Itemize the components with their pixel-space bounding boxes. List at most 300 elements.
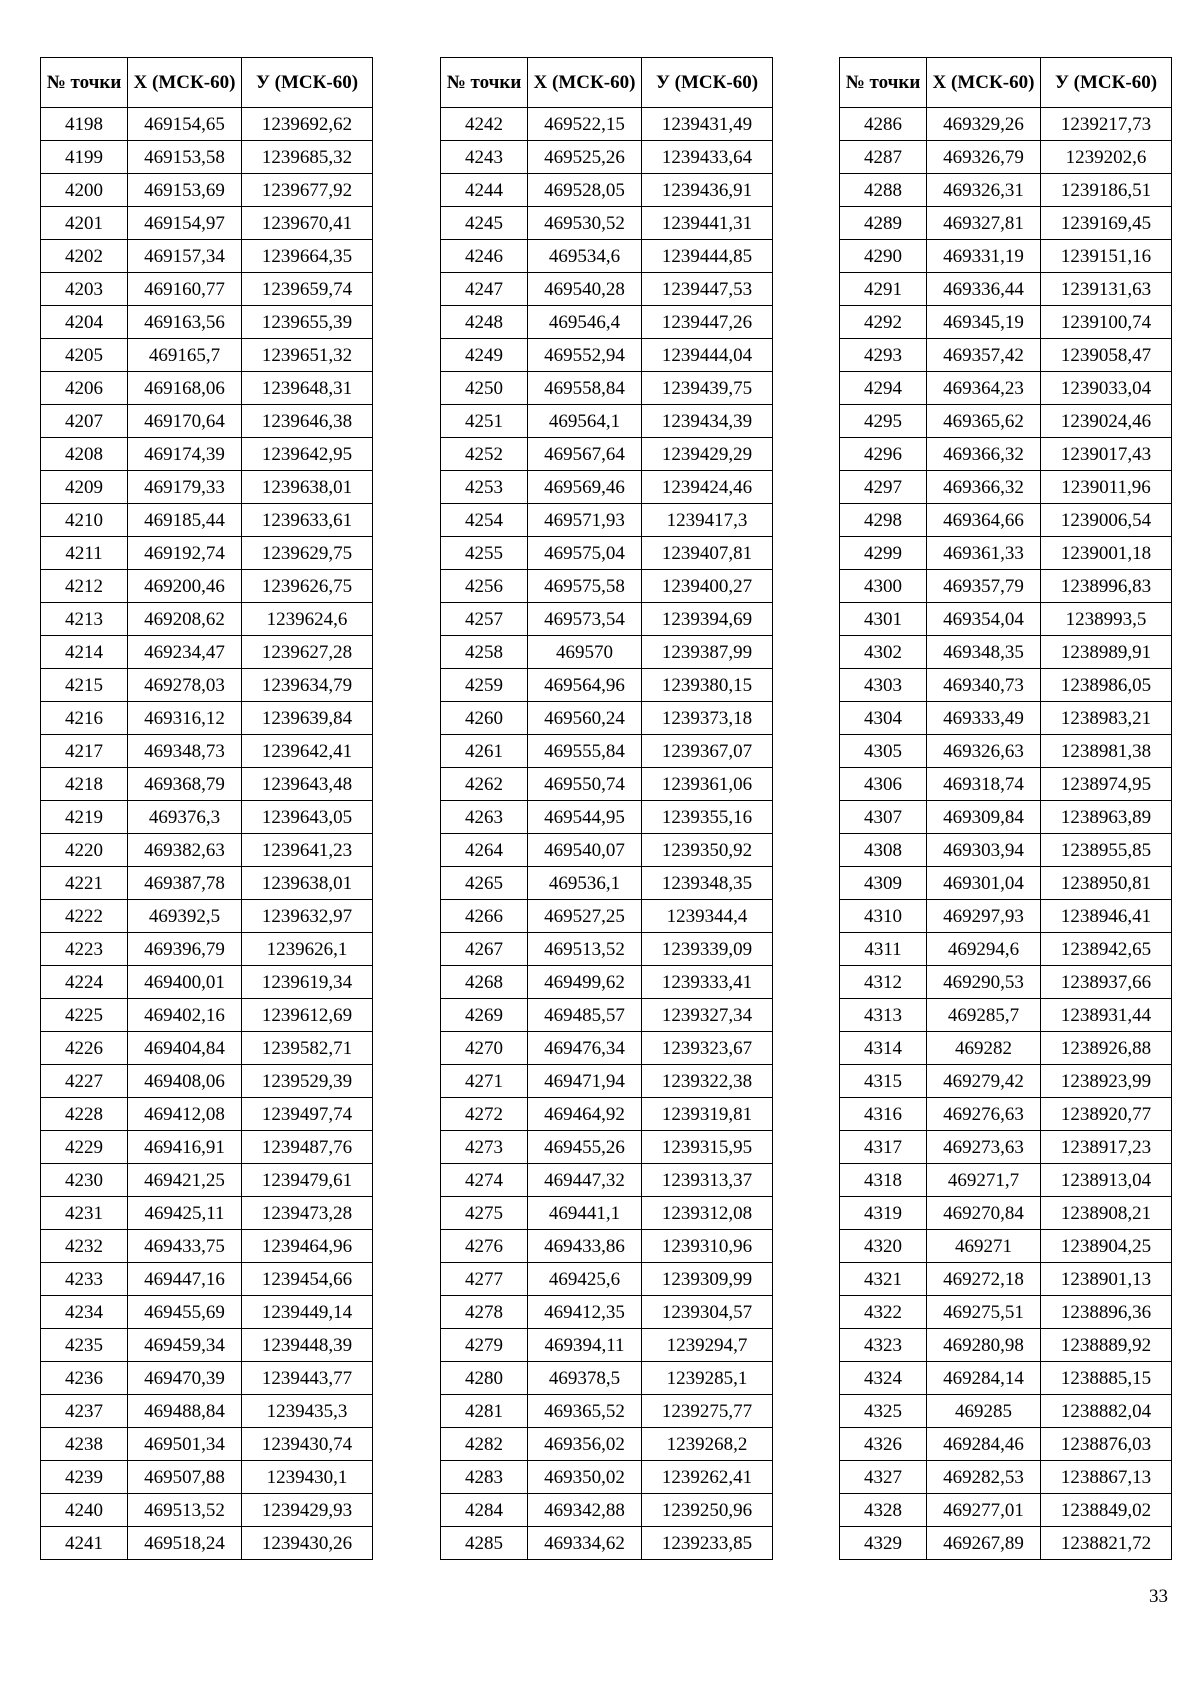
- table-header-row: [840, 58, 1172, 108]
- y-coordinate-cell: 1239217,73: [1041, 108, 1172, 141]
- point-number-cell: 4296: [840, 438, 927, 471]
- y-coordinate-cell: 1238904,25: [1041, 1230, 1172, 1263]
- y-coordinate-cell: 1238923,99: [1041, 1065, 1172, 1098]
- x-coordinate-cell: 469527,25: [528, 900, 642, 933]
- y-coordinate-cell: 1238986,05: [1041, 669, 1172, 702]
- point-number-cell: 4309: [840, 867, 927, 900]
- point-number-cell: 4223: [41, 933, 128, 966]
- point-number-cell: 4271: [441, 1065, 528, 1098]
- x-coordinate-cell: 469165,7: [128, 339, 242, 372]
- x-coordinate-cell: 469273,63: [927, 1131, 1041, 1164]
- x-coordinate-cell: 469555,84: [528, 735, 642, 768]
- y-coordinate-cell: 1239058,47: [1041, 339, 1172, 372]
- point-number-cell: 4244: [441, 174, 528, 207]
- x-coordinate-cell: 469544,95: [528, 801, 642, 834]
- table-row: [840, 1263, 1172, 1296]
- y-coordinate-cell: 1239169,45: [1041, 207, 1172, 240]
- point-number-cell: 4230: [41, 1164, 128, 1197]
- point-number-cell: 4237: [41, 1395, 128, 1428]
- table-row: [41, 1461, 373, 1494]
- x-coordinate-cell: 469157,34: [128, 240, 242, 273]
- x-coordinate-cell: 469425,6: [528, 1263, 642, 1296]
- table-row: [41, 372, 373, 405]
- y-coordinate-cell: 1239294,7: [642, 1329, 773, 1362]
- point-number-cell: 4284: [441, 1494, 528, 1527]
- table-row: [840, 636, 1172, 669]
- point-number-cell: 4209: [41, 471, 128, 504]
- table-row: [41, 1428, 373, 1461]
- table-row: [441, 1395, 773, 1428]
- point-number-cell: 4286: [840, 108, 927, 141]
- x-coordinate-cell: 469340,73: [927, 669, 1041, 702]
- x-coordinate-cell: 469569,46: [528, 471, 642, 504]
- point-number-cell: 4228: [41, 1098, 128, 1131]
- y-coordinate-cell: 1239017,43: [1041, 438, 1172, 471]
- point-number-cell: 4218: [41, 768, 128, 801]
- y-coordinate-cell: 1239638,01: [242, 471, 373, 504]
- table-row: [840, 405, 1172, 438]
- point-number-cell: 4241: [41, 1527, 128, 1560]
- point-number-cell: 4285: [441, 1527, 528, 1560]
- table-row: [41, 1032, 373, 1065]
- y-coordinate-cell: 1239685,32: [242, 141, 373, 174]
- table-row: [441, 966, 773, 999]
- point-number-cell: 4236: [41, 1362, 128, 1395]
- y-coordinate-cell: 1239233,85: [642, 1527, 773, 1560]
- y-coordinate-cell: 1238983,21: [1041, 702, 1172, 735]
- x-coordinate-cell: 469192,74: [128, 537, 242, 570]
- y-coordinate-cell: 1238942,65: [1041, 933, 1172, 966]
- x-coordinate-cell: 469394,11: [528, 1329, 642, 1362]
- point-number-cell: 4290: [840, 240, 927, 273]
- y-coordinate-cell: 1239639,84: [242, 702, 373, 735]
- header-x: Х (МСК-60): [927, 58, 1041, 108]
- y-coordinate-cell: 1238989,91: [1041, 636, 1172, 669]
- table-row: [840, 1527, 1172, 1560]
- point-number-cell: 4314: [840, 1032, 927, 1065]
- x-coordinate-cell: 469309,84: [927, 801, 1041, 834]
- y-coordinate-cell: 1238963,89: [1041, 801, 1172, 834]
- point-number-cell: 4227: [41, 1065, 128, 1098]
- table-row: [441, 273, 773, 306]
- x-coordinate-cell: 469356,02: [528, 1428, 642, 1461]
- x-coordinate-cell: 469564,96: [528, 669, 642, 702]
- x-coordinate-cell: 469168,06: [128, 372, 242, 405]
- point-number-cell: 4299: [840, 537, 927, 570]
- y-coordinate-cell: 1239627,28: [242, 636, 373, 669]
- table-row: [441, 537, 773, 570]
- point-number-cell: 4255: [441, 537, 528, 570]
- point-number-cell: 4323: [840, 1329, 927, 1362]
- y-coordinate-cell: 1239642,41: [242, 735, 373, 768]
- x-coordinate-cell: 469275,51: [927, 1296, 1041, 1329]
- point-number-cell: 4273: [441, 1131, 528, 1164]
- y-coordinate-cell: 1239024,46: [1041, 405, 1172, 438]
- y-coordinate-cell: 1238946,41: [1041, 900, 1172, 933]
- table-row: [41, 768, 373, 801]
- table-row: [441, 471, 773, 504]
- y-coordinate-cell: 1239633,61: [242, 504, 373, 537]
- y-coordinate-cell: 1239373,18: [642, 702, 773, 735]
- point-number-cell: 4258: [441, 636, 528, 669]
- point-number-cell: 4199: [41, 141, 128, 174]
- point-number-cell: 4259: [441, 669, 528, 702]
- y-coordinate-cell: 1239646,38: [242, 405, 373, 438]
- table-row: [441, 108, 773, 141]
- point-number-cell: 4245: [441, 207, 528, 240]
- y-coordinate-cell: 1239429,93: [242, 1494, 373, 1527]
- y-coordinate-cell: 1239449,14: [242, 1296, 373, 1329]
- table-row: [41, 801, 373, 834]
- point-number-cell: 4243: [441, 141, 528, 174]
- x-coordinate-cell: 469272,18: [927, 1263, 1041, 1296]
- table-row: [41, 669, 373, 702]
- x-coordinate-cell: 469459,34: [128, 1329, 242, 1362]
- x-coordinate-cell: 469387,78: [128, 867, 242, 900]
- table-row: [840, 1230, 1172, 1263]
- header-x: Х (МСК-60): [128, 58, 242, 108]
- table-row: [441, 702, 773, 735]
- x-coordinate-cell: 469408,06: [128, 1065, 242, 1098]
- table-row: [441, 1098, 773, 1131]
- point-number-cell: 4282: [441, 1428, 528, 1461]
- y-coordinate-cell: 1239441,31: [642, 207, 773, 240]
- point-number-cell: 4201: [41, 207, 128, 240]
- point-number-cell: 4207: [41, 405, 128, 438]
- x-coordinate-cell: 469153,58: [128, 141, 242, 174]
- point-number-cell: 4303: [840, 669, 927, 702]
- header-y: У (МСК-60): [642, 58, 773, 108]
- point-number-cell: 4312: [840, 966, 927, 999]
- y-coordinate-cell: 1239612,69: [242, 999, 373, 1032]
- table-row: [441, 1527, 773, 1560]
- point-number-cell: 4326: [840, 1428, 927, 1461]
- y-coordinate-cell: 1239202,6: [1041, 141, 1172, 174]
- y-coordinate-cell: 1239448,39: [242, 1329, 373, 1362]
- point-number-cell: 4213: [41, 603, 128, 636]
- y-coordinate-cell: 1239322,38: [642, 1065, 773, 1098]
- x-coordinate-cell: 469402,16: [128, 999, 242, 1032]
- x-coordinate-cell: 469368,79: [128, 768, 242, 801]
- point-number-cell: 4274: [441, 1164, 528, 1197]
- y-coordinate-cell: 1238974,95: [1041, 768, 1172, 801]
- x-coordinate-cell: 469488,84: [128, 1395, 242, 1428]
- table-row: [840, 834, 1172, 867]
- y-coordinate-cell: 1239387,99: [642, 636, 773, 669]
- y-coordinate-cell: 1239309,99: [642, 1263, 773, 1296]
- table-row: [41, 438, 373, 471]
- table-row: [41, 1197, 373, 1230]
- table-row: [441, 933, 773, 966]
- x-coordinate-cell: 469364,23: [927, 372, 1041, 405]
- point-number-cell: 4291: [840, 273, 927, 306]
- table-row: [41, 1527, 373, 1560]
- y-coordinate-cell: 1239131,63: [1041, 273, 1172, 306]
- y-coordinate-cell: 1239400,27: [642, 570, 773, 603]
- x-coordinate-cell: 469499,62: [528, 966, 642, 999]
- header-y: У (МСК-60): [1041, 58, 1172, 108]
- y-coordinate-cell: 1239011,96: [1041, 471, 1172, 504]
- point-number-cell: 4200: [41, 174, 128, 207]
- header-point-number: № точки: [41, 58, 128, 108]
- y-coordinate-cell: 1239355,16: [642, 801, 773, 834]
- x-coordinate-cell: 469518,24: [128, 1527, 242, 1560]
- y-coordinate-cell: 1238926,88: [1041, 1032, 1172, 1065]
- x-coordinate-cell: 469350,02: [528, 1461, 642, 1494]
- x-coordinate-cell: 469297,93: [927, 900, 1041, 933]
- point-number-cell: 4270: [441, 1032, 528, 1065]
- table-row: [441, 306, 773, 339]
- x-coordinate-cell: 469270,84: [927, 1197, 1041, 1230]
- table-header-row: [441, 58, 773, 108]
- point-number-cell: 4317: [840, 1131, 927, 1164]
- x-coordinate-cell: 469412,35: [528, 1296, 642, 1329]
- table-row: [441, 570, 773, 603]
- table-row: [441, 174, 773, 207]
- x-coordinate-cell: 469416,91: [128, 1131, 242, 1164]
- y-coordinate-cell: 1239641,23: [242, 834, 373, 867]
- y-coordinate-cell: 1239664,35: [242, 240, 373, 273]
- point-number-cell: 4216: [41, 702, 128, 735]
- table-row: [840, 471, 1172, 504]
- y-coordinate-cell: 1239313,37: [642, 1164, 773, 1197]
- point-number-cell: 4318: [840, 1164, 927, 1197]
- x-coordinate-cell: 469357,42: [927, 339, 1041, 372]
- y-coordinate-cell: 1239648,31: [242, 372, 373, 405]
- table-row: [41, 273, 373, 306]
- y-coordinate-cell: 1239582,71: [242, 1032, 373, 1065]
- y-coordinate-cell: 1239327,34: [642, 999, 773, 1032]
- x-coordinate-cell: 469455,69: [128, 1296, 242, 1329]
- x-coordinate-cell: 469382,63: [128, 834, 242, 867]
- table-row: [840, 108, 1172, 141]
- y-coordinate-cell: 1239659,74: [242, 273, 373, 306]
- point-number-cell: 4211: [41, 537, 128, 570]
- point-number-cell: 4239: [41, 1461, 128, 1494]
- point-number-cell: 4297: [840, 471, 927, 504]
- point-number-cell: 4240: [41, 1494, 128, 1527]
- header-point-number: № точки: [840, 58, 927, 108]
- x-coordinate-cell: 469447,32: [528, 1164, 642, 1197]
- x-coordinate-cell: 469513,52: [128, 1494, 242, 1527]
- y-coordinate-cell: 1239444,04: [642, 339, 773, 372]
- x-coordinate-cell: 469425,11: [128, 1197, 242, 1230]
- table-row: [41, 1098, 373, 1131]
- point-number-cell: 4319: [840, 1197, 927, 1230]
- point-number-cell: 4252: [441, 438, 528, 471]
- y-coordinate-cell: 1239100,74: [1041, 306, 1172, 339]
- table-row: [840, 1032, 1172, 1065]
- x-coordinate-cell: 469331,19: [927, 240, 1041, 273]
- table-row: [441, 1494, 773, 1527]
- table-row: [441, 504, 773, 537]
- point-number-cell: 4321: [840, 1263, 927, 1296]
- table-row: [441, 339, 773, 372]
- y-coordinate-cell: 1238901,13: [1041, 1263, 1172, 1296]
- table-row: [840, 1461, 1172, 1494]
- x-coordinate-cell: 469366,32: [927, 471, 1041, 504]
- y-coordinate-cell: 1239430,26: [242, 1527, 373, 1560]
- x-coordinate-cell: 469421,25: [128, 1164, 242, 1197]
- table-row: [41, 1230, 373, 1263]
- x-coordinate-cell: 469179,33: [128, 471, 242, 504]
- y-coordinate-cell: 1239151,16: [1041, 240, 1172, 273]
- x-coordinate-cell: 469412,08: [128, 1098, 242, 1131]
- table-row: [441, 603, 773, 636]
- x-coordinate-cell: 469501,34: [128, 1428, 242, 1461]
- point-number-cell: 4265: [441, 867, 528, 900]
- point-number-cell: 4261: [441, 735, 528, 768]
- x-coordinate-cell: 469433,75: [128, 1230, 242, 1263]
- point-number-cell: 4325: [840, 1395, 927, 1428]
- point-number-cell: 4208: [41, 438, 128, 471]
- table-row: [840, 438, 1172, 471]
- point-number-cell: 4257: [441, 603, 528, 636]
- x-coordinate-cell: 469285: [927, 1395, 1041, 1428]
- point-number-cell: 4232: [41, 1230, 128, 1263]
- table-row: [441, 768, 773, 801]
- table-row: [840, 273, 1172, 306]
- x-coordinate-cell: 469396,79: [128, 933, 242, 966]
- y-coordinate-cell: 1239444,85: [642, 240, 773, 273]
- table-row: [840, 1329, 1172, 1362]
- x-coordinate-cell: 469284,14: [927, 1362, 1041, 1395]
- y-coordinate-cell: 1239464,96: [242, 1230, 373, 1263]
- x-coordinate-cell: 469528,05: [528, 174, 642, 207]
- x-coordinate-cell: 469316,12: [128, 702, 242, 735]
- y-coordinate-cell: 1239436,91: [642, 174, 773, 207]
- table-row: [41, 1362, 373, 1395]
- table-row: [840, 867, 1172, 900]
- x-coordinate-cell: 469160,77: [128, 273, 242, 306]
- point-number-cell: 4293: [840, 339, 927, 372]
- y-coordinate-cell: 1239626,75: [242, 570, 373, 603]
- y-coordinate-cell: 1238849,02: [1041, 1494, 1172, 1527]
- point-number-cell: 4320: [840, 1230, 927, 1263]
- y-coordinate-cell: 1239651,32: [242, 339, 373, 372]
- y-coordinate-cell: 1239319,81: [642, 1098, 773, 1131]
- coordinates-table-1: [40, 57, 373, 1560]
- table-row: [441, 1065, 773, 1098]
- y-coordinate-cell: 1239643,48: [242, 768, 373, 801]
- point-number-cell: 4224: [41, 966, 128, 999]
- x-coordinate-cell: 469282,53: [927, 1461, 1041, 1494]
- x-coordinate-cell: 469573,54: [528, 603, 642, 636]
- table-row: [840, 240, 1172, 273]
- y-coordinate-cell: 1239439,75: [642, 372, 773, 405]
- x-coordinate-cell: 469400,01: [128, 966, 242, 999]
- point-number-cell: 4316: [840, 1098, 927, 1131]
- y-coordinate-cell: 1239262,41: [642, 1461, 773, 1494]
- table-row: [840, 1197, 1172, 1230]
- table-row: [441, 207, 773, 240]
- table-row: [840, 603, 1172, 636]
- point-number-cell: 4301: [840, 603, 927, 636]
- x-coordinate-cell: 469277,01: [927, 1494, 1041, 1527]
- table-row: [441, 1461, 773, 1494]
- table-row: [41, 339, 373, 372]
- y-coordinate-cell: 1239001,18: [1041, 537, 1172, 570]
- point-number-cell: 4221: [41, 867, 128, 900]
- y-coordinate-cell: 1239033,04: [1041, 372, 1172, 405]
- point-number-cell: 4328: [840, 1494, 927, 1527]
- page-number: 33: [1149, 1586, 1168, 1607]
- table-row: [441, 1164, 773, 1197]
- y-coordinate-cell: 1239447,26: [642, 306, 773, 339]
- table-row: [41, 867, 373, 900]
- x-coordinate-cell: 469455,26: [528, 1131, 642, 1164]
- y-coordinate-cell: 1238882,04: [1041, 1395, 1172, 1428]
- y-coordinate-cell: 1239431,49: [642, 108, 773, 141]
- y-coordinate-cell: 1239186,51: [1041, 174, 1172, 207]
- y-coordinate-cell: 1239670,41: [242, 207, 373, 240]
- table-row: [840, 1164, 1172, 1197]
- table-row: [441, 1428, 773, 1461]
- y-coordinate-cell: 1239447,53: [642, 273, 773, 306]
- y-coordinate-cell: 1239655,39: [242, 306, 373, 339]
- y-coordinate-cell: 1238993,5: [1041, 603, 1172, 636]
- x-coordinate-cell: 469447,16: [128, 1263, 242, 1296]
- x-coordinate-cell: 469357,79: [927, 570, 1041, 603]
- table-row: [840, 1395, 1172, 1428]
- point-number-cell: 4295: [840, 405, 927, 438]
- point-number-cell: 4246: [441, 240, 528, 273]
- x-coordinate-cell: 469348,35: [927, 636, 1041, 669]
- y-coordinate-cell: 1239487,76: [242, 1131, 373, 1164]
- y-coordinate-cell: 1239310,96: [642, 1230, 773, 1263]
- x-coordinate-cell: 469507,88: [128, 1461, 242, 1494]
- y-coordinate-cell: 1239443,77: [242, 1362, 373, 1395]
- table-row: [41, 570, 373, 603]
- y-coordinate-cell: 1238931,44: [1041, 999, 1172, 1032]
- y-coordinate-cell: 1238937,66: [1041, 966, 1172, 999]
- table-row: [840, 1296, 1172, 1329]
- x-coordinate-cell: 469294,6: [927, 933, 1041, 966]
- x-coordinate-cell: 469333,49: [927, 702, 1041, 735]
- x-coordinate-cell: 469280,98: [927, 1329, 1041, 1362]
- point-number-cell: 4322: [840, 1296, 927, 1329]
- y-coordinate-cell: 1239417,3: [642, 504, 773, 537]
- table-row: [41, 108, 373, 141]
- y-coordinate-cell: 1239407,81: [642, 537, 773, 570]
- point-number-cell: 4251: [441, 405, 528, 438]
- table-row: [41, 141, 373, 174]
- table-row: [41, 1263, 373, 1296]
- point-number-cell: 4219: [41, 801, 128, 834]
- x-coordinate-cell: 469570: [528, 636, 642, 669]
- x-coordinate-cell: 469282: [927, 1032, 1041, 1065]
- point-number-cell: 4278: [441, 1296, 528, 1329]
- x-coordinate-cell: 469575,58: [528, 570, 642, 603]
- x-coordinate-cell: 469342,88: [528, 1494, 642, 1527]
- point-number-cell: 4214: [41, 636, 128, 669]
- y-coordinate-cell: 1238950,81: [1041, 867, 1172, 900]
- point-number-cell: 4283: [441, 1461, 528, 1494]
- x-coordinate-cell: 469334,62: [528, 1527, 642, 1560]
- y-coordinate-cell: 1238908,21: [1041, 1197, 1172, 1230]
- x-coordinate-cell: 469185,44: [128, 504, 242, 537]
- y-coordinate-cell: 1239433,64: [642, 141, 773, 174]
- point-number-cell: 4203: [41, 273, 128, 306]
- y-coordinate-cell: 1239619,34: [242, 966, 373, 999]
- point-number-cell: 4311: [840, 933, 927, 966]
- x-coordinate-cell: 469441,1: [528, 1197, 642, 1230]
- x-coordinate-cell: 469364,66: [927, 504, 1041, 537]
- y-coordinate-cell: 1238896,36: [1041, 1296, 1172, 1329]
- table-row: [41, 174, 373, 207]
- x-coordinate-cell: 469550,74: [528, 768, 642, 801]
- table-row: [41, 933, 373, 966]
